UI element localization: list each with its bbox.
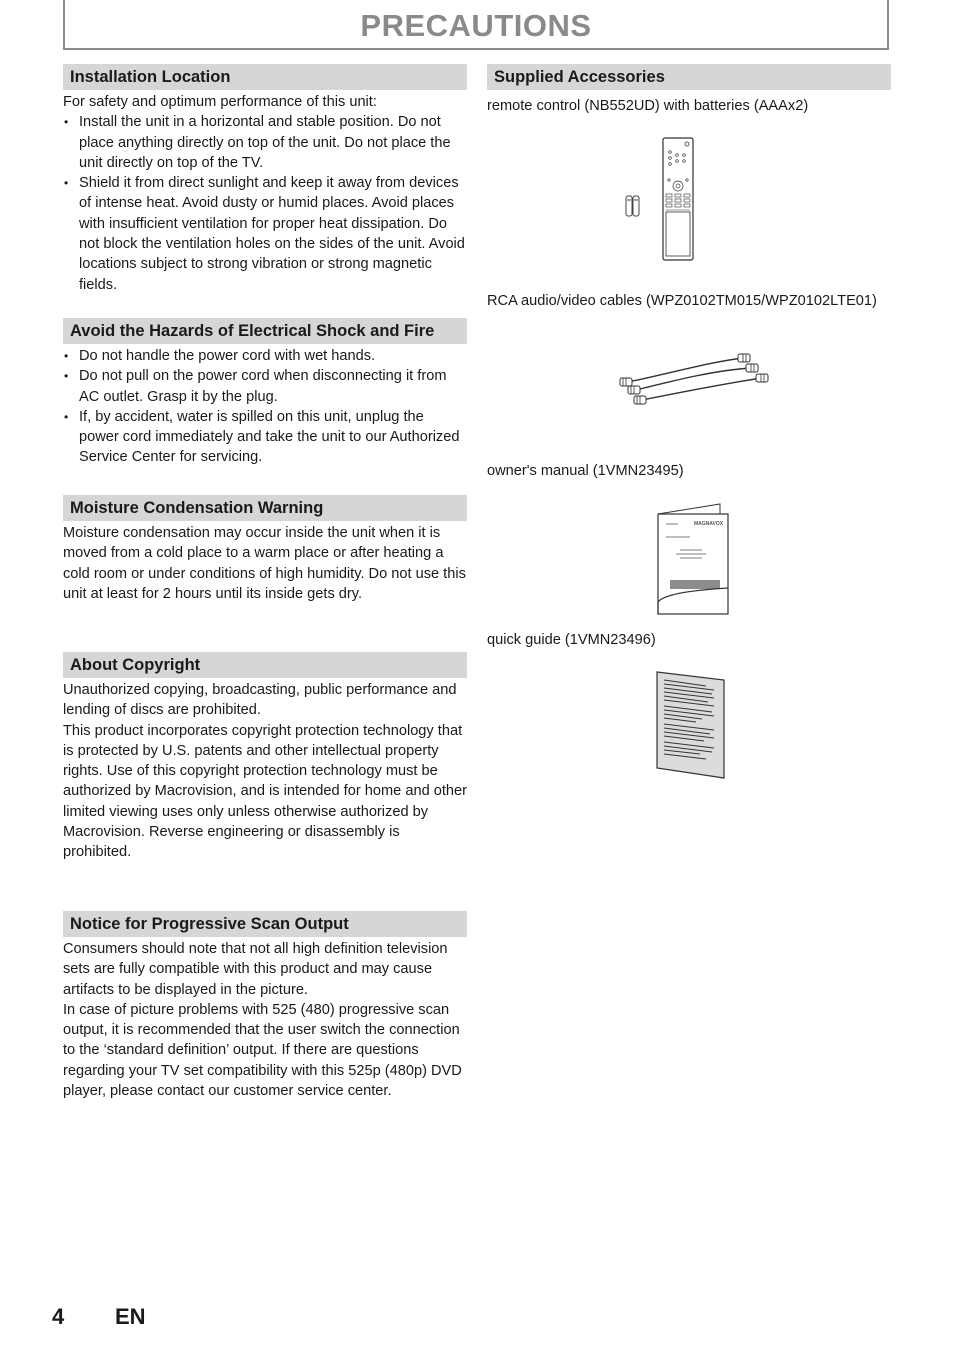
progressive-heading: Notice for Progressive Scan Output <box>63 911 467 937</box>
copyright-section <box>63 652 467 863</box>
language-code: EN <box>115 1304 146 1329</box>
installation-list <box>63 112 467 295</box>
progressive-text-1: Consumers should note that not all high definition television sets are fully compatible with this product and may cause artifacts to be displayed in the picture. <box>63 941 448 998</box>
page-title: PRECAUTIONS <box>360 8 592 43</box>
av-cables-icon <box>618 348 770 412</box>
page-title-box <box>63 0 889 50</box>
moisture-section <box>63 495 467 604</box>
copyright-heading: About Copyright <box>63 652 467 678</box>
list-item: • Install the unit in a horizontal and stable position. Do not place anything directly on top of the unit. Do not place the unit directly on top of the TV. <box>63 112 467 173</box>
progressive-text-2: In case of picture problems with 525 (480) progressive scan output, it is recommended that the user switch the connection to the ‘standard definition’ output. If there are questions regarding your TV set compatibility with this 525p (480p) DVD player, please contact our customer service center. <box>63 1001 462 1100</box>
moisture-text: Moisture condensation may occur inside the unit when it is moved from a cold place to a warm place or after heating a cold room or under conditions of high humidity. Do not use this unit at least for 2 hours until its inside gets dry. <box>63 525 466 602</box>
installation-section <box>63 64 467 295</box>
copyright-text-2: This product incorporates copyright protection technology that is protected by U.S. patents and other intellectual property rights. Use of this copyright protection technology must be authorized by Macrovision, and is intended for home and other limited viewing uses only unless otherwise authorized by Macrovision. Reverse engineering or disassembly is prohibited. <box>63 722 468 861</box>
hazards-section <box>63 318 467 468</box>
moisture-heading: Moisture Condensation Warning <box>63 495 467 521</box>
list-item: • Do not pull on the power cord when disconnecting it from AC outlet. Grasp it by the plug. <box>63 366 467 407</box>
installation-heading: Installation Location <box>63 64 467 90</box>
installation-intro: For safety and optimum performance of this unit: <box>63 94 377 110</box>
hazards-list <box>63 346 467 468</box>
remote-control-icon <box>620 134 700 262</box>
accessory-label-quick-guide: quick guide (1VMN23496) <box>487 632 656 648</box>
list-item: • Shield it from direct sunlight and keep it away from devices of intense heat. Avoid dusty or humid places. Avoid places with insufficient ventilation for proper heat dissipation. Do not block the ventilation holes on the sides of the unit. Avoid locations subject to strong vibration or strong magnetic fields. <box>63 173 467 295</box>
manual-brand: MAGNAVOX <box>694 521 724 527</box>
owners-manual-icon <box>654 502 732 618</box>
page-number: 4 <box>52 1304 65 1329</box>
accessories-heading: Supplied Accessories <box>487 64 891 90</box>
accessories-section <box>487 64 891 90</box>
list-item: • Do not handle the power cord with wet hands. <box>63 346 467 366</box>
accessory-label-cables: RCA audio/video cables (WPZ0102TM015/WPZ0102LTE01) <box>487 293 877 309</box>
hazards-heading: Avoid the Hazards of Electrical Shock and Fire <box>63 318 467 344</box>
copyright-text-1: Unauthorized copying, broadcasting, public performance and lending of discs are prohibited. <box>63 682 457 719</box>
accessory-label-manual: owner's manual (1VMN23495) <box>487 463 684 479</box>
quick-guide-icon <box>654 670 728 782</box>
progressive-section <box>63 911 467 1101</box>
accessory-label-remote: remote control (NB552UD) with batteries (AAAx2) <box>487 98 809 114</box>
list-item: • If, by accident, water is spilled on this unit, unplug the power cord immediately and take the unit to our Authorized Service Center for servicing. <box>63 407 467 468</box>
